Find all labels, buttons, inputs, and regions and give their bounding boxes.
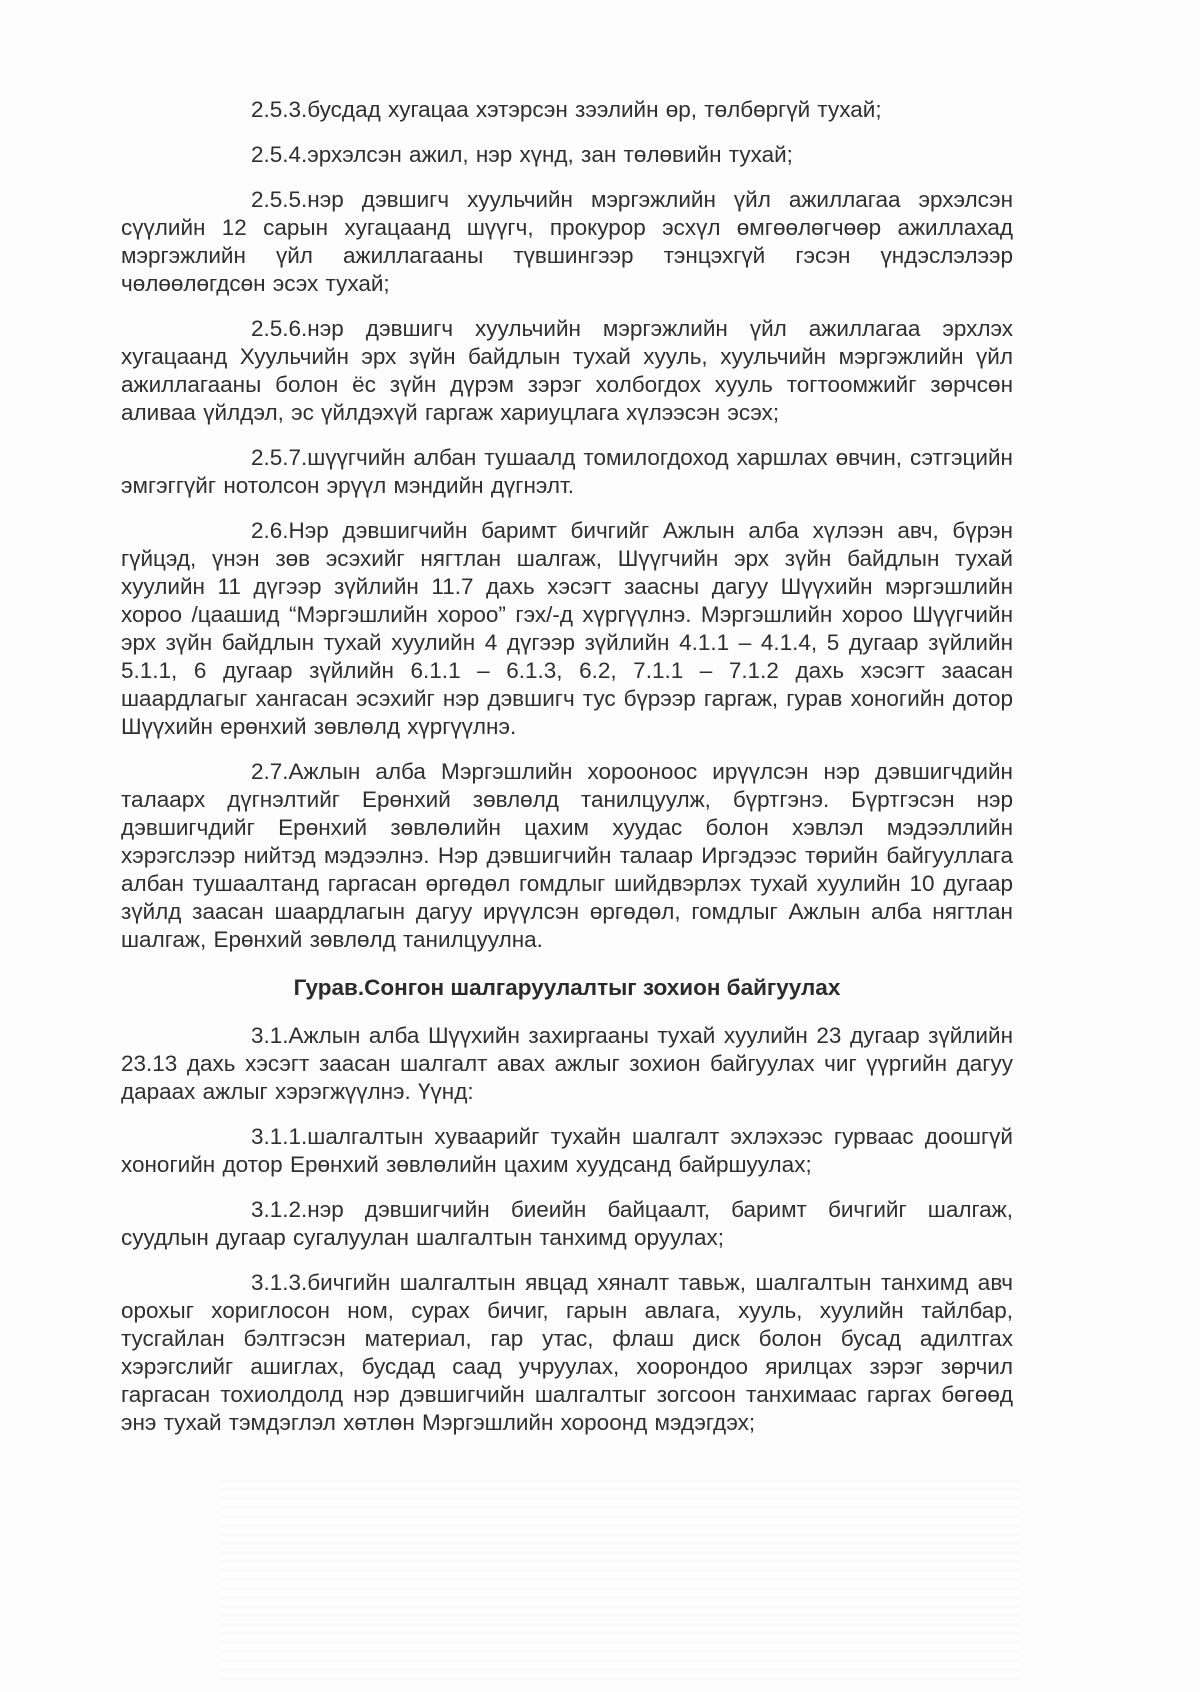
paragraph-3-1: 3.1.Ажлын алба Шүүхийн захиргааны тухай хуулийн 23 дугаар зүйлийн 23.13 дахь хэсэгт заасан шалгалт авах ажлыг зохион байгуулах чиг үүргийн дагуу дараах ажлыг хэрэгжүүлнэ. Үүнд: — [121, 1023, 1013, 1104]
paragraph-2-5-4: 2.5.4.эрхэлсэн ажил, нэр хүнд, зан төлөвийн тухай; — [251, 142, 793, 167]
paragraph-2-5-6: 2.5.6.нэр дэвшигч хуульчийн мэргэжлийн үйл ажиллагаа эрхлэх хугацаанд Хуульчийн эрх зүйн байдлын тухай хууль, хуульчийн мэргэжлийн үйл ажиллагааны болон ёс зүйн дүрэм зэрэг холбогдох хууль тогтоомжийг зөрчсөн аливаа үйлдэл, эс үйлдэхүй гаргаж хариуцлага хүлээсэн эсэх; — [121, 316, 1013, 425]
paragraph-2-7: 2.7.Ажлын алба Мэргэшлийн хорооноос ирүүлсэн нэр дэвшигчдийн талаарх дүгнэлтийг Ерөнхий зөвлөлд танилцуулж, бүртгэнэ. Бүртгэсэн нэр дэвшигчдийг Ерөнхий зөвлөлийн цахим хуудас болон хэвлэл мэдээллийн хэрэгслээр нийтэд мэдээлнэ. Нэр дэвшигчийн талаар Иргэдээс төрийн байгууллага албан тушаалтанд гаргасан өргөдөл гомдлыг шийдвэрлэх тухай хуулийн 10 дугаар зүйлд заасан шаардлагын дагуу ирүүлсэн өргөдөл, гомдлыг Ажлын алба нягтлан шалгаж, Ерөнхий зөвлөлд танилцуулна. — [121, 759, 1013, 952]
paragraph-3-1-1: 3.1.1.шалгалтын хуваарийг тухайн шалгалт эхлэхээс гурваас доошгүй хоногийн дотор Ерөнхий зөвлөлийн цахим хуудсанд байршуулах; — [121, 1124, 1013, 1177]
paragraph-2-6: 2.6.Нэр дэвшигчийн баримт бичгийг Ажлын алба хүлээн авч, бүрэн гүйцэд, үнэн зөв эсэхийг нягтлан шалгаж, Шүүгчийн эрх зүйн байдлын тухай хуулийн 11 дүгээр зүйлийн 11.7 дахь хэсэгт заасны дагуу Шүүхийн мэргэшлийн хороо /цаашид “Мэргэшлийн хороо” гэх/-д хүргүүлнэ. Мэргэшлийн хороо Шүүгчийн эрх зүйн байдлын тухай хуулийн 4 дүгээр зүйлийн 4.1.1 – 4.1.4, 5 дугаар зүйлийн 5.1.1, 6 дугаар зүйлийн 6.1.1 – 6.1.3, 6.2, 7.1.1 – 7.1.2 дахь хэсэгт заасан шаардлагыг хангасан эсэхийг нэр дэвшигч тус бүрээр гаргаж, гурав хоногийн дотор Шүүхийн ерөнхий зөвлөлд хүргүүлнэ. — [121, 518, 1013, 739]
section-heading-chapter-three: Гурав.Сонгон шалгаруулалтыг зохион байгуулах — [293, 975, 841, 1000]
paragraph-2-5-5: 2.5.5.нэр дэвшигч хуульчийн мэргэжлийн үйл ажиллагаа эрхэлсэн сүүлийн 12 сарын хугацаанд шүүгч, прокурор эсхүл өмгөөлөгчөөр ажиллахад мэргэжлийн үйл ажиллагааны түвшингээр тэнцэхгүй гэсэн үндэслэлээр чөлөөлөгдсөн эсэх тухай; — [121, 187, 1013, 296]
paragraph-3-1-2: 3.1.2.нэр дэвшигчийн биеийн байцаалт, баримт бичгийг шалгаж, суудлын дугаар сугалуулан шалгалтын танхимд оруулах; — [121, 1197, 1013, 1250]
paragraph-2-5-3: 2.5.3.бусдад хугацаа хэтэрсэн зээлийн өр, төлбөргүй тухай; — [251, 97, 882, 122]
paragraph-2-5-7: 2.5.7.шүүгчийн албан тушаалд томилогдоход харшлах өвчин, сэтгэцийн эмгэггүйг нотолсон эрүүл мэндийн дүгнэлт. — [121, 445, 1013, 498]
paragraph-3-1-3: 3.1.3.бичгийн шалгалтын явцад хяналт тавьж, шалгалтын танхимд авч орохыг хориглосон ном, сурах бичиг, гарын авлага, хууль, хуулийн тайлбар, тусгайлан бэлтгэсэн материал, гар утас, флаш диск болон бусад адилтгах хэрэгслийг ашиглах, бусдад саад учруулах, хоорондоо ярилцах зэрэг зөрчил гаргасан тохиолдолд нэр дэвшигчийн шалгалтыг зогсоон танхимаас гаргах бөгөөд энэ тухай тэмдэглэл хөтлөн Мэргэшлийн хороонд мэдэгдэх; — [121, 1270, 1013, 1435]
document-body — [121, 96, 1013, 1454]
